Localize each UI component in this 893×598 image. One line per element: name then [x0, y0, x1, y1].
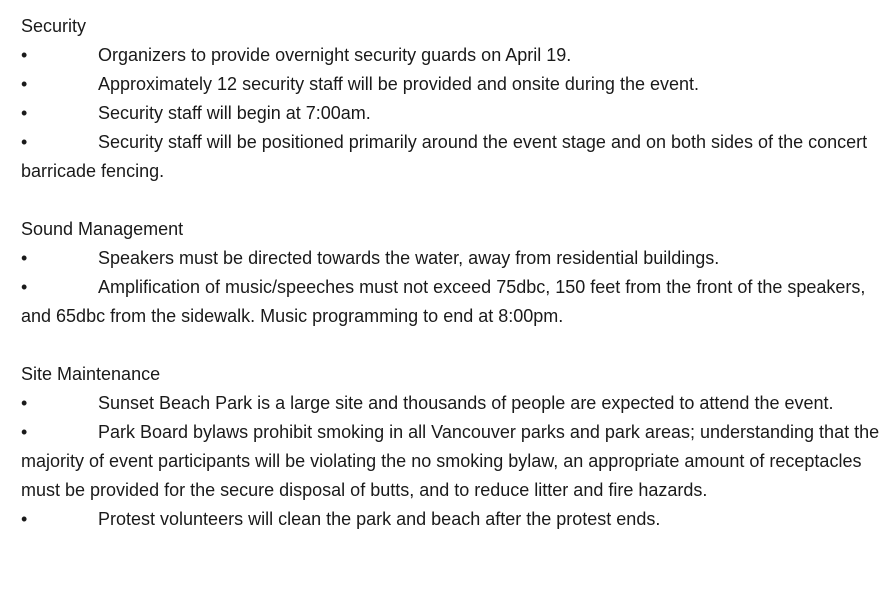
section-site-maintenance — [21, 360, 887, 534]
list-item — [21, 128, 887, 186]
bullet-icon: • — [21, 422, 28, 442]
list-item — [21, 244, 887, 273]
bullet-icon: • — [21, 509, 28, 529]
list-item — [21, 273, 887, 331]
bullet-icon: • — [21, 74, 28, 94]
list-item-text: Organizers to provide overnight security guards on April 19. — [98, 45, 572, 65]
list-item-text: Security staff will be positioned primarily around the event stage and on both sides of the concert barricade fencing. — [21, 132, 868, 181]
bullet-icon: • — [21, 132, 28, 152]
bullet-icon: • — [21, 277, 28, 297]
list-item — [21, 41, 887, 70]
bullet-icon: • — [21, 393, 28, 413]
list-item — [21, 505, 887, 534]
section-security — [21, 12, 887, 186]
list-item-text: Protest volunteers will clean the park and beach after the protest ends. — [98, 509, 661, 529]
list-item-text: Security staff will begin at 7:00am. — [98, 103, 371, 123]
section-heading: Site Maintenance — [21, 364, 161, 384]
list-item-text: Sunset Beach Park is a large site and thousands of people are expected to attend the event. — [98, 393, 834, 413]
list-item — [21, 99, 887, 128]
list-item-text: Amplification of music/speeches must not exceed 75dbc, 150 feet from the front of the speakers, and 65dbc from the sidewalk. Music programming to end at 8:00pm. — [21, 277, 866, 326]
section-heading: Security — [21, 16, 87, 36]
section-heading: Sound Management — [21, 219, 184, 239]
list-item — [21, 389, 887, 418]
list-item — [21, 70, 887, 99]
list-item — [21, 418, 887, 505]
bullet-icon: • — [21, 45, 28, 65]
list-item-text: Park Board bylaws prohibit smoking in all Vancouver parks and park areas; understanding that the majority of event participants will be violating the no smoking bylaw, an appropriate amount of receptacles must be provided for the secure disposal of butts, and to reduce litter and fire hazards. — [21, 422, 880, 500]
list-item-text: Speakers must be directed towards the water, away from residential buildings. — [98, 248, 720, 268]
section-sound-management — [21, 215, 887, 331]
list-item-text: Approximately 12 security staff will be provided and onsite during the event. — [98, 74, 700, 94]
bullet-icon: • — [21, 248, 28, 268]
bullet-icon: • — [21, 103, 28, 123]
